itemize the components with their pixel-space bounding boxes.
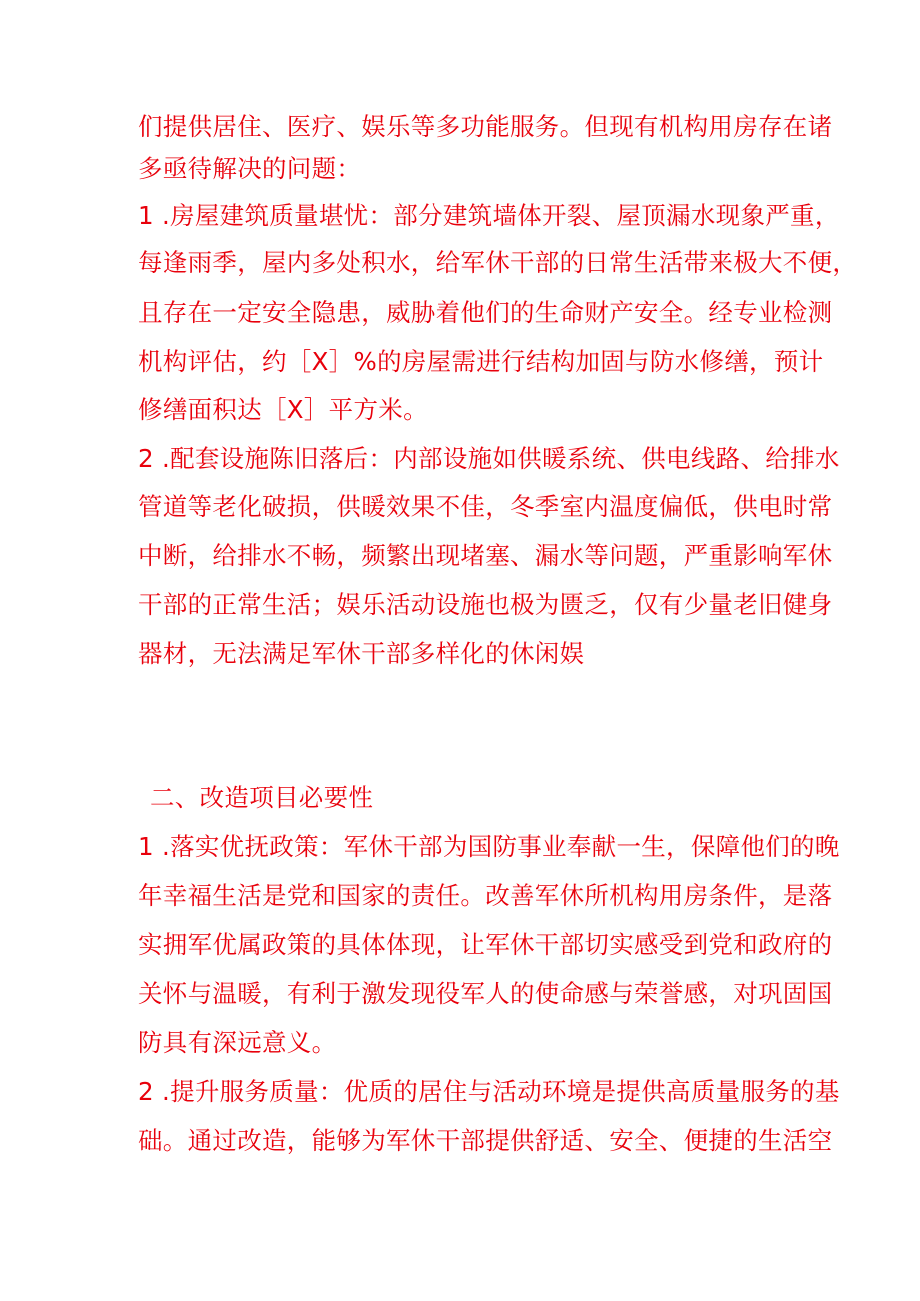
paragraph-line: 年幸福生活是党和国家的责任。改善军休所机构用房条件，是落 (138, 881, 833, 910)
paragraph-line: 1 .房屋建筑质量堪忧：部分建筑墙体开裂、屋顶漏水现象严重， (138, 201, 840, 230)
paragraph-line: 机构评估，约［X］%的房屋需进行结构加固与防水修缮，预计 (138, 347, 824, 376)
paragraph-line: 修缮面积达［X］平方米。 (138, 395, 428, 424)
paragraph-line: 实拥军优属政策的具体体现，让军休干部切实感受到党和政府的 (138, 930, 833, 959)
paragraph-line: 关怀与温暖，有利于激发现役军人的使命感与荣誉感，对巩固国 (138, 979, 833, 1008)
paragraph-line: 础。通过改造，能够为军休干部提供舒适、安全、便捷的生活空 (138, 1126, 833, 1155)
paragraph-line: 防具有深远意义。 (138, 1028, 337, 1057)
paragraph-line: 们提供居住、医疗、娱乐等多功能服务。但现有机构用房存在诸 (138, 112, 833, 141)
paragraph-line: 2 .配套设施陈旧落后：内部设施如供暖系统、供电线路、给排水 (138, 444, 840, 473)
paragraph-line: 且存在一定安全隐患，威胁着他们的生命财产安全。经专业检测 (138, 298, 833, 327)
paragraph-line: 管道等老化破损，供暖效果不佳，冬季室内温度偏低，供电时常 (138, 492, 833, 521)
paragraph-line: 中断，给排水不畅，频繁出现堵塞、漏水等问题，严重影响军休 (138, 541, 833, 570)
paragraph-line: 多亟待解决的问题： (138, 154, 362, 183)
paragraph-line: 每逢雨季，屋内多处积水，给军休干部的日常生活带来极大不便， (138, 248, 858, 277)
section-heading: 二、改造项目必要性 (150, 783, 374, 812)
paragraph-line: 器材，无法满足军休干部多样化的休闲娱 (138, 639, 585, 668)
paragraph-line: 2 .提升服务质量：优质的居住与活动环境是提供高质量服务的基 (138, 1077, 840, 1106)
paragraph-line: 1 .落实优抚政策：军休干部为国防事业奉献一生，保障他们的晚 (138, 832, 840, 861)
paragraph-line: 干部的正常生活；娱乐活动设施也极为匮乏，仅有少量老旧健身 (138, 590, 833, 619)
